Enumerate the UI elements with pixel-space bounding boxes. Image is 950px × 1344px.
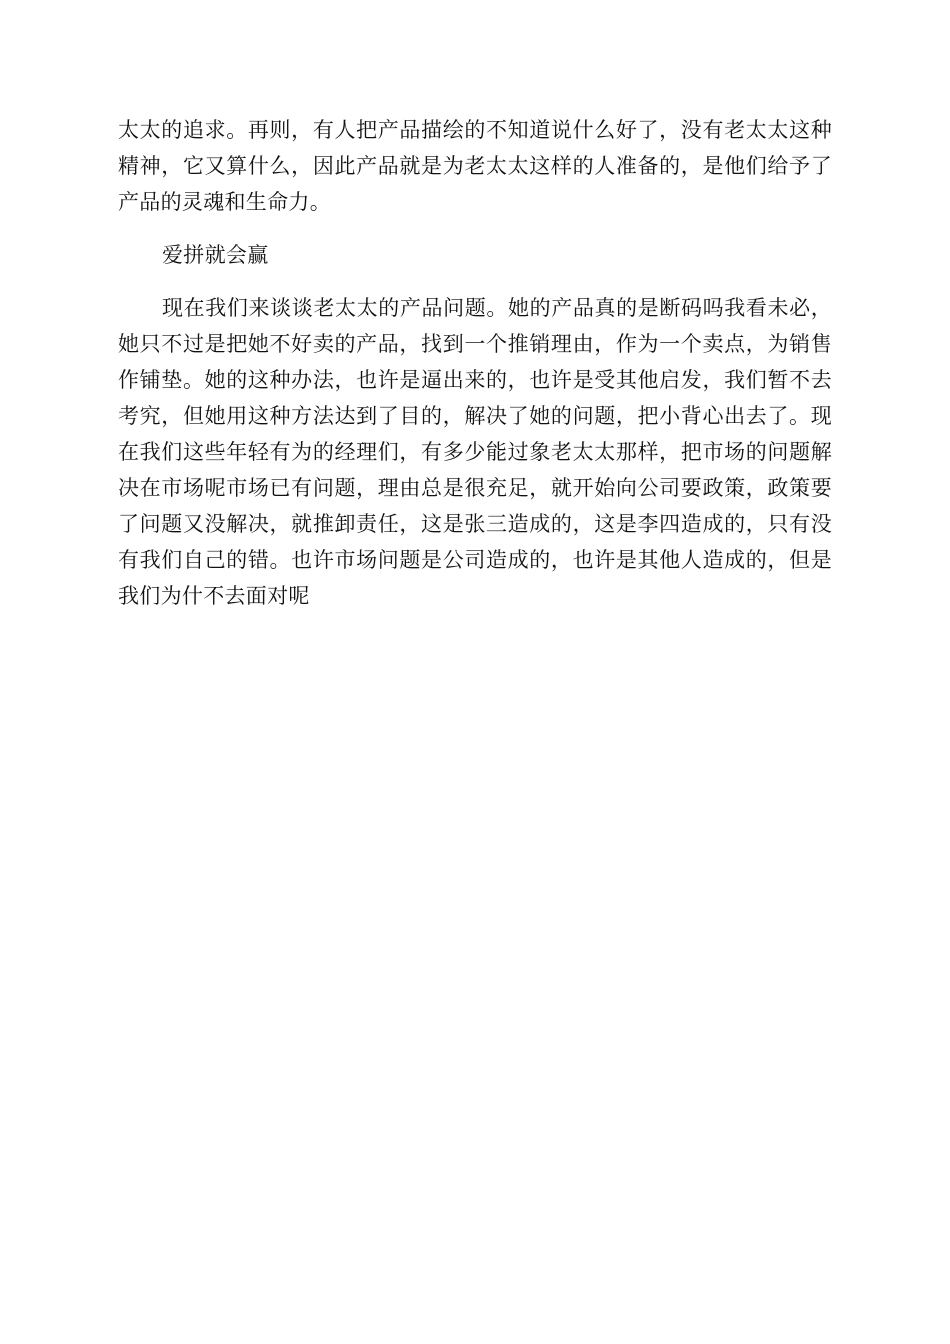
paragraph-main: 现在我们来谈谈老太太的产品问题。她的产品真的是断码吗我看未必，她只不过是把她不好卖的产品，找到一个推销理由，作为一个卖点，为销售作铺垫。她的这种办法，也许是逼出来的，也许是受其他启发，我们暂不去考究，但她用这种方法达到了目的，解决了她的问题，把小背心出去了。现在我们这些年轻有为的经理们，有多少能过象老太太那样，把市场的问题解决在市场呢市场已有问题，理由总是很充足，就开始向公司要政策，政策要了问题又没解决，就推卸责任，这是张三造成的，这是李四造成的，只有没有我们自己的错。也许市场问题是公司造成的，也许是其他人造成的，但是我们为什不去面对呢 (118, 296, 832, 608)
document-body (118, 112, 832, 614)
paragraph-continuation: 太太的追求。再则，有人把产品描绘的不知道说什么好了，没有老太太这种精神，它又算什么，因此产品就是为老太太这样的人准备的，是他们给予了产品的灵魂和生命力。 (118, 118, 832, 214)
paragraph-slogan: 爱拼就会赢 (162, 243, 269, 267)
